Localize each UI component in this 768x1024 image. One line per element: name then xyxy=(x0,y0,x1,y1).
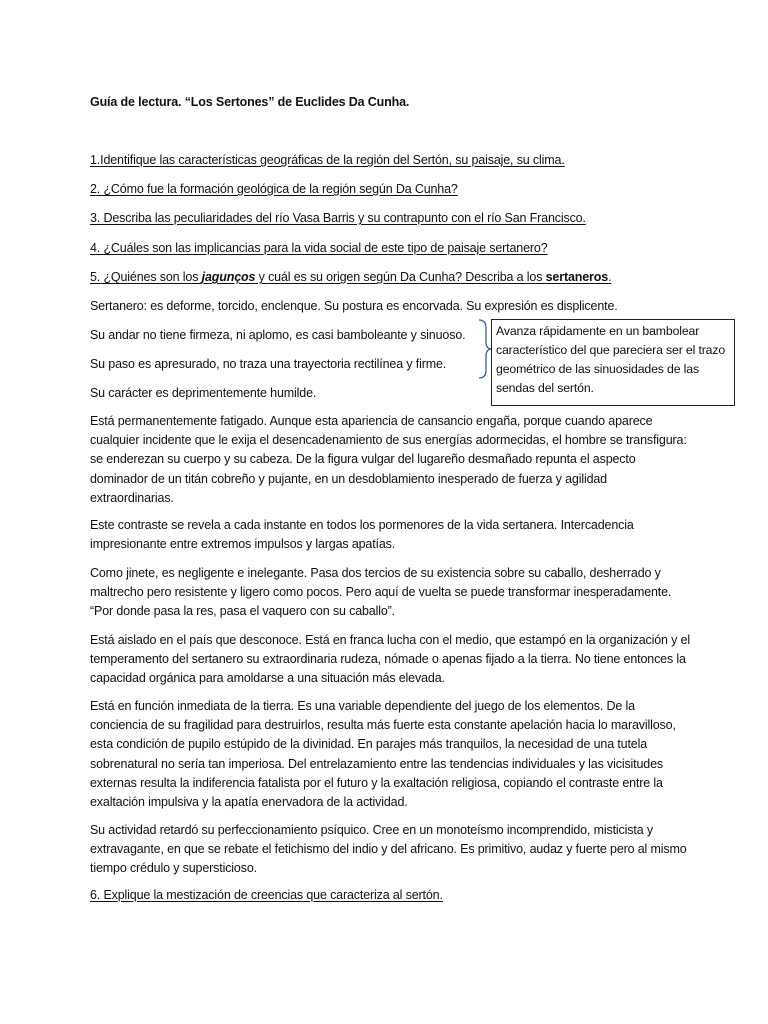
andar-line: Su andar no tiene firmeza, ni aplomo, es casi bamboleante y sinuoso. xyxy=(90,328,466,342)
question-4: 4. ¿Cuáles son las implicancias para la vida social de este tipo de paisaje sertanero? xyxy=(90,241,548,255)
question-2: 2. ¿Cómo fue la formación geológica de la región según Da Cunha? xyxy=(90,182,458,196)
sertanero-description-line: Sertanero: es deforme, torcido, enclenque. Su postura es encorvada. Su expresión es displicente. xyxy=(90,299,618,313)
paso-line: Su paso es apresurado, no traza una trayectoria rectilínea y firme. xyxy=(90,357,447,371)
question-6: 6. Explique la mestización de creencias que caracteriza al sertón. xyxy=(90,888,443,902)
paragraph-contraste: Este contraste se revela a cada instante en todos los pormenores de la vida sertanera. Intercadencia impresionante entre extremos impulsos y largas apatías. xyxy=(90,518,634,552)
document-title: Guía de lectura. “Los Sertones” de Euclides Da Cunha. xyxy=(90,95,410,109)
question-5-end: . xyxy=(608,270,612,284)
question-5-jaguncos: jagunços xyxy=(201,270,256,284)
paragraph-actividad: Su actividad retardó su perfeccionamiento psíquico. Cree en un monoteísmo incomprendido, misticista y extravagante, en que se rebate el fetichismo del indio y del africano. Es primitivo, audaz y fuerte pero al mismo tiempo crédulo y supersticioso. xyxy=(90,823,687,876)
paragraph-jinete: Como jinete, es negligente e inelegante. Pasa dos tercios de su existencia sobre su caballo, desherrado y maltrecho pero resistente y ligero como pocos. Pero aquí de vuelta se puede transformar inesperadamente. “Por donde pasa la res, pasa el vaquero con su caballo”. xyxy=(90,566,672,619)
paragraph-fatigado: Está permanentemente fatigado. Aunque esta apariencia de cansancio engaña, porque cuando aparece cualquier incidente que le exija el desencadenamiento de sus energías adormecidas, el hombre se transfigura: se enderezan su cuerpo y su cabeza. De la figura vulgar del lugareño desmañado repunta el aspecto dominador de un titán cobreño y pujante, en un desdoblamiento inesperado de fuerza y agilidad extraordinarias. xyxy=(90,414,687,505)
question-5-middle: y cuál es su origen según Da Cunha? Describa a los xyxy=(255,270,546,284)
paragraph-aislado: Está aislado en el país que desconoce. Está en franca lucha con el medio, que estampó en la organización y el temperamento del sertanero su extraordinaria rudeza, nómade o apenas fijado a la tierra. No tiene entonces la capacidad orgánica para amoldarse a una situación más elevada. xyxy=(90,633,691,686)
question-5-sertaneros: sertaneros xyxy=(545,270,609,284)
question-5-start: 5. ¿Quiénes son los xyxy=(90,270,202,284)
caracter-line: Su carácter es deprimentemente humilde. xyxy=(90,386,317,400)
question-1: 1.Identifique las características geográficas de la región del Sertón, su paisaje, su clima. xyxy=(90,153,565,167)
question-5 xyxy=(90,268,611,287)
side-note-box: Avanza rápidamente en un bambolear característico del que pareciera ser el trazo geométrico de las sinuosidades de las sendas del sertón. xyxy=(491,319,735,406)
paragraph-tierra: Está en función inmediata de la tierra. Es una variable dependiente del juego de los elementos. De la conciencia de su fragilidad para destruirlos, resulta más fuerte esta constante apelación hacia lo maravilloso, esta condición de pupilo estúpido de la divinidad. En parajes más tranquilos, la necesidad de una tutela sobrenatural no sería tan imperiosa. Del entrelazamiento entre las tendencias individuales y las vicisitudes externas resulta la indiferencia fatalista por el futuro y la exaltación religiosa, copiando el contraste entre la exaltación impulsiva y la apatía enervadora de la actividad. xyxy=(90,699,676,810)
question-3: 3. Describa las peculiaridades del río Vasa Barris y su contrapunto con el río San Francisco. xyxy=(90,211,586,225)
